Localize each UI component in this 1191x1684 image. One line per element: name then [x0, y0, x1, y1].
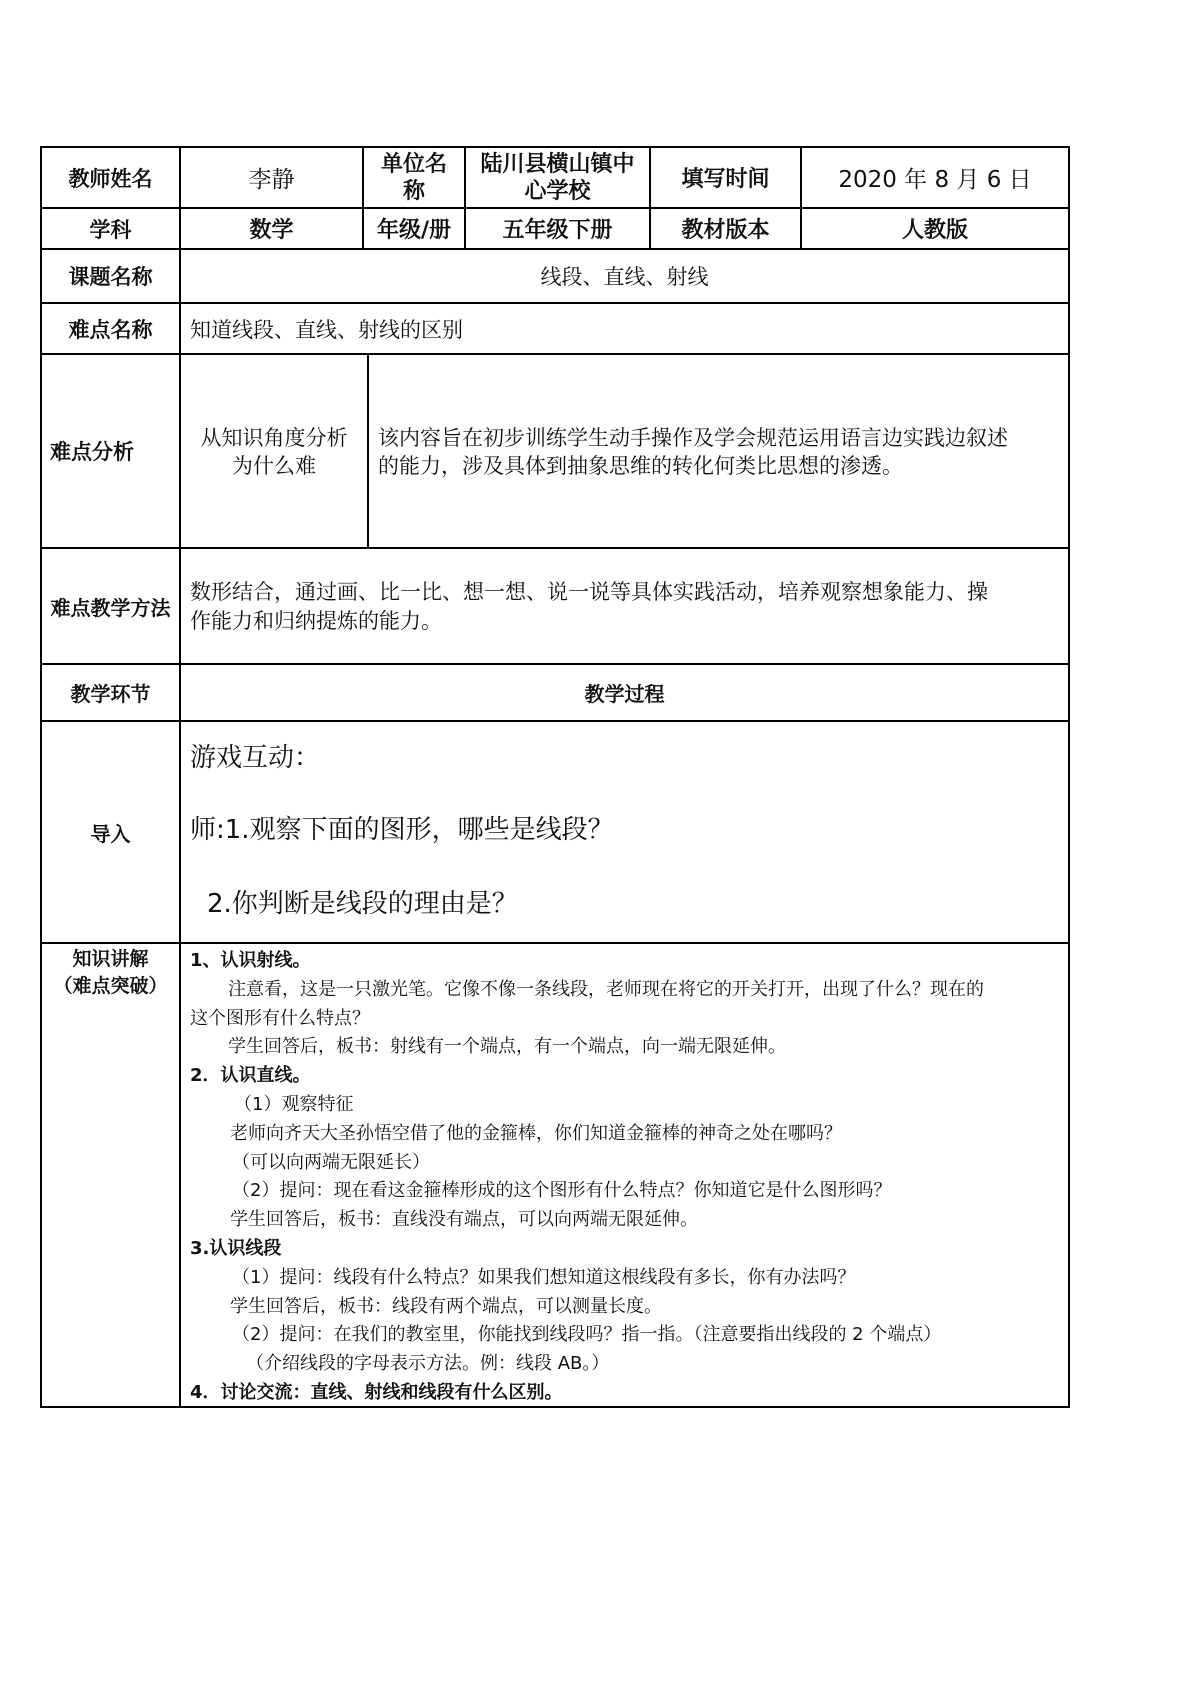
analysis-label: 难点分析: [50, 440, 134, 464]
unit-label-line: 单位名: [380, 151, 447, 177]
knowledge-label-line: （难点突破）: [53, 975, 168, 997]
date-label: 填写时间: [681, 167, 770, 192]
grade-value: 五年级下册: [502, 218, 613, 243]
unit-label: [364, 148, 464, 207]
knowledge-line: 这个图形有什么特点？: [190, 1007, 370, 1029]
knowledge-line: （1）提问：线段有什么特点？如果我们想知道这根线段有多长，你有办法吗？: [232, 1266, 856, 1288]
teacher-name: 李静: [248, 167, 295, 193]
border: [367, 353, 369, 549]
border: [1068, 146, 1070, 1408]
analysis-text-line: 的能力，涉及具体到抽象思维的转化何类比思想的渗透。: [378, 454, 903, 478]
intro-line-1: 游戏互动：: [190, 743, 321, 773]
difficulty-value: 知道线段、直线、射线的区别: [190, 317, 463, 342]
method-text-line: 作能力和归纳提炼的能力。: [190, 609, 442, 633]
analysis-sub-label-line: 为什么难: [232, 454, 316, 478]
analysis-text: [378, 424, 1063, 480]
unit-name-line: 陆川县横山镇中: [480, 151, 635, 177]
process-header-label: 教学环节: [70, 682, 151, 706]
knowledge-line: （1）观察特征: [234, 1093, 354, 1115]
intro-line-2: 师:1.观察下面的图形，哪些是线段？: [190, 815, 614, 845]
grade-label: 年级/册: [376, 218, 452, 243]
edition-value: 人教版: [901, 218, 968, 243]
process-header-value: 教学过程: [584, 682, 665, 706]
unit-label-line: 称: [402, 178, 425, 204]
unit-name-line: 心学校: [524, 178, 591, 204]
knowledge-content: [190, 947, 1062, 1408]
analysis-text-line: 该内容旨在初步训练学生动手操作及学会规范运用语言边实践边叙述: [378, 426, 1008, 450]
intro-line-3: 2.你判断是线段的理由是？: [207, 889, 518, 919]
knowledge-line: （2）提问：现在看这金箍棒形成的这个图形有什么特点？你知道它是什么图形吗？: [232, 1180, 892, 1202]
method-label: 难点教学方法: [50, 595, 171, 620]
topic-value: 线段、直线、射线: [540, 265, 709, 289]
knowledge-line: 注意看，这是一只激光笔。它像不像一条线段，老师现在将它的开关打开，出现了什么？现在的: [228, 978, 984, 1000]
knowledge-label-line: 知识讲解: [72, 948, 149, 970]
teacher-label: 教师姓名: [68, 166, 153, 191]
subject-value: 数学: [249, 218, 294, 243]
border: [40, 547, 1070, 549]
difficulty-label: 难点名称: [68, 317, 153, 342]
subject-label: 学科: [89, 217, 132, 242]
unit-name: [466, 148, 649, 207]
method-text-line: 数形结合，通过画、比一比、想一想、说一说等具体实践活动，培养观察想象能力、操: [190, 580, 988, 604]
analysis-sub-label-line: 从知识角度分析: [200, 426, 348, 450]
border: [179, 146, 181, 1408]
knowledge-line: 2．认识直线。: [190, 1065, 311, 1087]
knowledge-line: 3.认识线段: [190, 1237, 282, 1259]
border: [40, 353, 1070, 355]
knowledge-line: 老师向齐天大圣孙悟空借了他的金箍棒，你们知道金箍棒的神奇之处在哪吗？: [230, 1122, 842, 1144]
knowledge-line: 学生回答后，板书：直线没有端点，可以向两端无限延伸。: [230, 1209, 698, 1231]
knowledge-line: （可以向两端无限延长）: [232, 1151, 430, 1173]
intro-label: 导入: [90, 821, 131, 846]
border: [40, 942, 1070, 944]
topic-label: 课题名称: [68, 265, 153, 289]
knowledge-line: （介绍线段的字母表示方法。例：线段 AB。）: [246, 1353, 610, 1375]
border: [40, 720, 1070, 722]
knowledge-line: 学生回答后，板书：线段有两个端点，可以测量长度。: [230, 1295, 662, 1317]
analysis-sub-label: [181, 424, 367, 480]
edition-label: 教材版本: [681, 218, 770, 243]
knowledge-line: （2）提问：在我们的教室里，你能找到线段吗？指一指。（注意要指出线段的 2 个端点）: [232, 1324, 942, 1346]
knowledge-line: 4．讨论交流：直线、射线和线段有什么区别。: [190, 1381, 563, 1403]
knowledge-line: 1、认识射线。: [190, 950, 311, 971]
knowledge-line: 学生回答后，板书：射线有一个端点，有一个端点，向一端无限延伸。: [228, 1036, 786, 1058]
knowledge-label: [42, 946, 179, 1000]
method-text: [190, 578, 1062, 636]
date-value: 2020 年 8 月 6 日: [838, 167, 1032, 193]
